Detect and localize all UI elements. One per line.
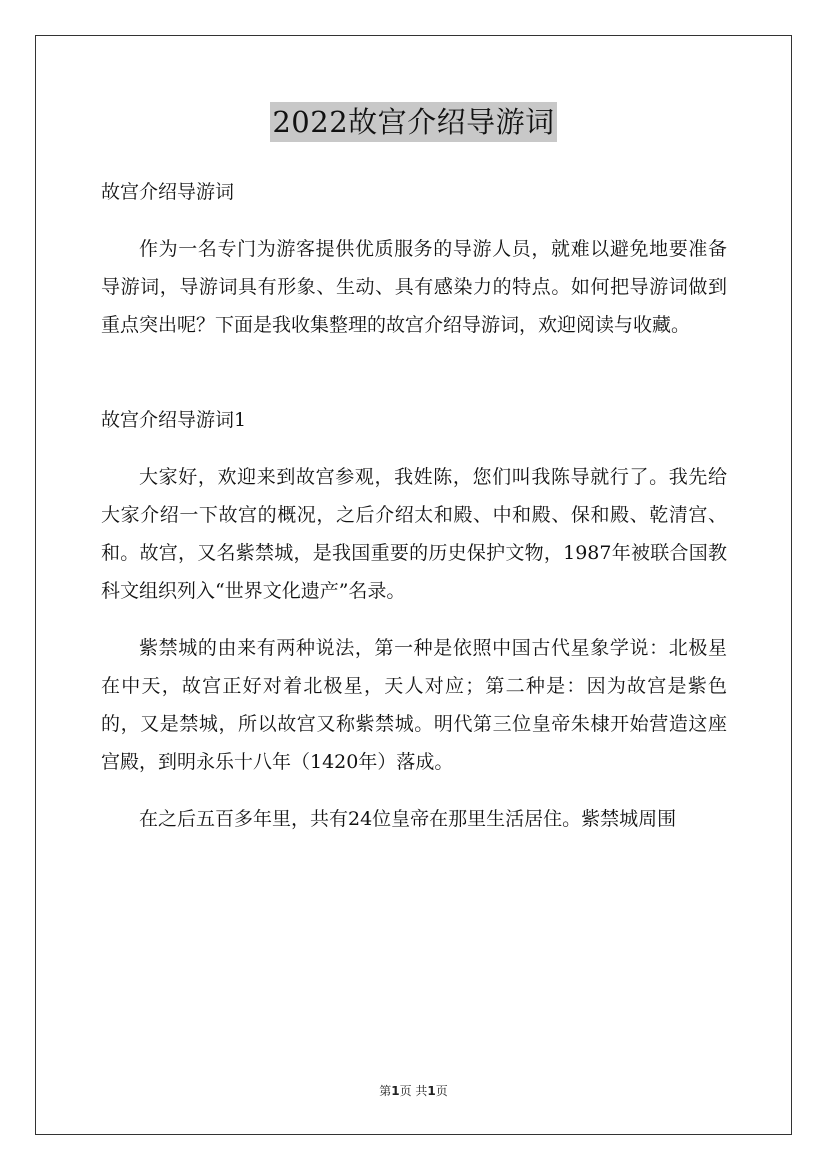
spacer bbox=[101, 344, 727, 401]
total-page-number: 1 bbox=[427, 1084, 436, 1098]
title-container bbox=[0, 102, 827, 142]
footer-mid: 页 共 bbox=[399, 1084, 428, 1098]
paragraph-overview: 大家好，欢迎来到故宫参观，我姓陈，您们叫我陈导就行了。我先给大家介绍一下故宫的概况，之后介绍太和殿、中和殿、保和殿、乾清宫、和。故宫，又名紫禁城，是我国重要的历史保护文物，1987年被联合国教科文组织列入“世界文化遗产”名录。 bbox=[101, 466, 727, 602]
intro-paragraph: 作为一名专门为游客提供优质服务的导游人员，就难以避免地要准备导游词，导游词具有形象、生动、具有感染力的特点。如何把导游词做到重点突出呢？下面是我收集整理的故宫介绍导游词，欢迎阅读与收藏。 bbox=[101, 238, 727, 336]
page-footer bbox=[0, 1083, 827, 1099]
footer-prefix: 第 bbox=[379, 1084, 392, 1098]
footer-suffix: 页 bbox=[435, 1084, 448, 1098]
spacer bbox=[101, 781, 727, 800]
current-page-number: 1 bbox=[391, 1084, 400, 1098]
document-title: 2022故宫介绍导游词 bbox=[270, 102, 556, 142]
document-body bbox=[101, 173, 727, 838]
spacer bbox=[101, 439, 727, 458]
section-heading-1: 故宫介绍导游词1 bbox=[101, 409, 247, 431]
paragraph-emperors: 在之后五百多年里，共有24位皇帝在那里生活居住。紫禁城周围 bbox=[139, 808, 677, 830]
section-heading-intro: 故宫介绍导游词 bbox=[101, 181, 235, 203]
spacer bbox=[101, 610, 727, 629]
paragraph-name-origin: 紫禁城的由来有两种说法，第一种是依照中国古代星象学说：北极星在中天，故宫正好对着北极星，天人对应；第二种是：因为故宫是紫色的，又是禁城，所以故宫又称紫禁城。明代第三位皇帝朱棣开始营造这座宫殿，到明永乐十八年（1420年）落成。 bbox=[101, 637, 727, 773]
spacer bbox=[101, 211, 727, 230]
